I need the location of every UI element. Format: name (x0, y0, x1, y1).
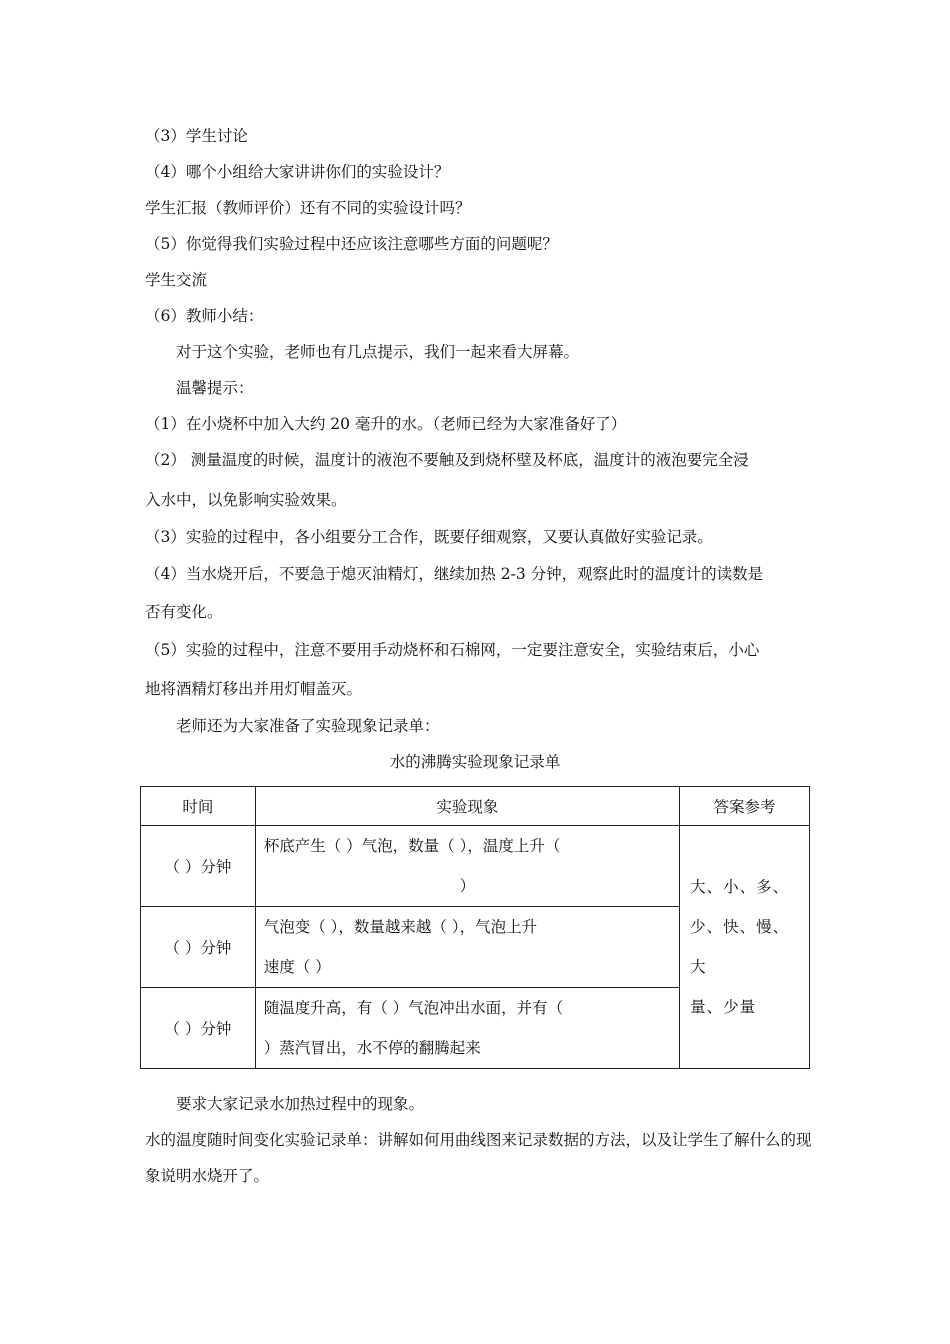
phenomenon-line: 速度（ ） (263, 958, 331, 976)
text-line: 对于这个实验，老师也有几点提示，我们一起来看大屏幕。 (176, 343, 580, 361)
text-line: （3）实验的过程中，各小组要分工合作，既要仔细观察，又要认真做好实验记录。 (145, 528, 713, 546)
text-line: （5）你觉得我们实验过程中还应该注意哪些方面的问题呢？ (145, 235, 558, 253)
text-line: （4）哪个小组给大家讲讲你们的实验设计？ (145, 163, 450, 181)
answer-line: 量、少量 (690, 998, 757, 1016)
phenomenon-line: ）蒸汽冒出，水不停的翻腾起来 (263, 1039, 481, 1057)
answer-line: 少、快、慢、大 (690, 918, 790, 976)
text-line: 学生交流 (145, 271, 208, 289)
text-line: 地将酒精灯移出并用灯帽盖灭。 (145, 680, 363, 698)
phenomenon-line: ） (459, 877, 476, 895)
phenomenon-cell (255, 826, 679, 907)
text-line: 象说明水烧开了。 (145, 1167, 270, 1185)
record-table (140, 786, 810, 1069)
time-cell: （ ）分钟 (141, 907, 256, 988)
time-cell: （ ）分钟 (141, 826, 256, 907)
text-line: （5）实验的过程中，注意不要用手动烧杯和石棉网，一定要注意安全，实验结束后，小心 (145, 641, 760, 659)
text-line: 要求大家记录水加热过程中的现象。 (176, 1095, 425, 1113)
answer-cell (680, 826, 810, 1069)
text-line: 水的温度随时间变化实验记录单：讲解如何用曲线图来记录数据的方法，以及让学生了解什么的现 (145, 1131, 812, 1149)
text-line: 老师还为大家准备了实验现象记录单： (176, 717, 440, 735)
text-line: （2） 测量温度的时候，温度计的液泡不要触及到烧杯壁及杯底，温度计的液泡要完全浸 (145, 451, 749, 469)
header-phenomenon: 实验现象 (255, 787, 679, 826)
phenomenon-line: 杯底产生（ ）气泡，数量（ ），温度上升（ (263, 837, 561, 855)
text-line: 否有变化。 (145, 603, 223, 621)
text-line: （1）在小烧杯中加入大约 20 毫升的水。（老师已经为大家准备好了） (145, 415, 627, 433)
header-time: 时间 (141, 787, 256, 826)
text-line: 入水中，以免影响实验效果。 (145, 491, 347, 509)
text-line: （6）教师小结： (145, 307, 264, 325)
answer-line: 大、小、多、 (690, 878, 790, 896)
phenomenon-cell (255, 907, 679, 988)
header-answer: 答案参考 (680, 787, 810, 826)
table-header-row (141, 787, 810, 826)
phenomenon-cell (255, 988, 679, 1069)
time-cell: （ ）分钟 (141, 988, 256, 1069)
text-line: （4）当水烧开后，不要急于熄灭油精灯，继续加热 2-3 分钟，观察此时的温度计的读数是 (145, 565, 764, 583)
phenomenon-line: 气泡变（ ），数量越来越（ ），气泡上升 (263, 918, 538, 936)
text-line: 学生汇报（教师评价）还有不同的实验设计吗？ (145, 199, 471, 217)
phenomenon-line: 随温度升高，有（ ）气泡冲出水面，并有（ (263, 999, 564, 1017)
text-line: （3）学生讨论 (145, 127, 248, 145)
table-row (141, 826, 810, 907)
text-line: 温馨提示： (176, 379, 254, 397)
table-title: 水的沸腾实验现象记录单 (389, 753, 561, 771)
